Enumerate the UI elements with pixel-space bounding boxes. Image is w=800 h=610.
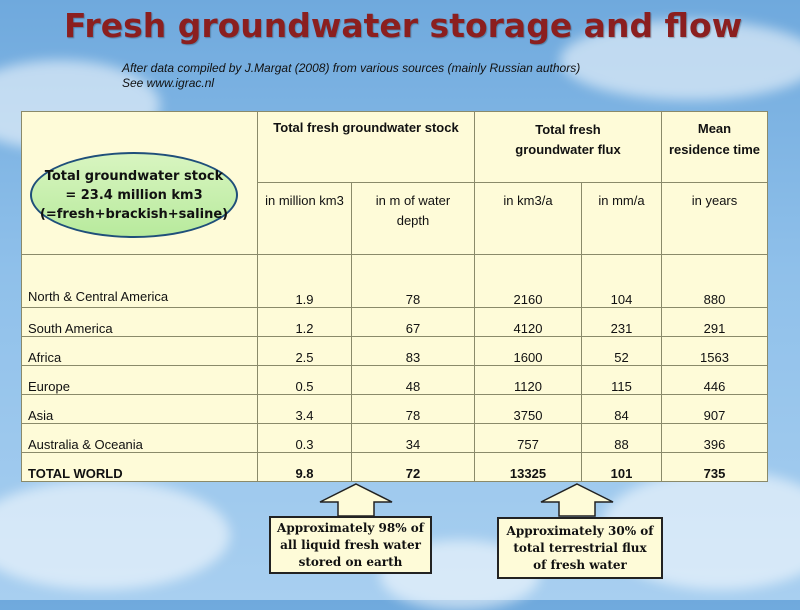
- subheader-flux-mm: in mm/a: [582, 183, 662, 255]
- header-stock: Total fresh groundwater stock: [258, 112, 475, 183]
- stock-km3-cell: 0.5: [258, 366, 352, 395]
- flux-mm-cell: 115: [582, 366, 662, 395]
- background-cloud: [0, 480, 230, 590]
- flux-km3-cell: 3750: [475, 395, 582, 424]
- page-title: Fresh groundwater storage and flow: [64, 6, 743, 45]
- flux-mm-cell: 52: [582, 337, 662, 366]
- table-row: [22, 366, 768, 395]
- residence-years-cell: 735: [662, 453, 768, 482]
- depth-m-cell: 83: [352, 337, 475, 366]
- depth-m-cell: 78: [352, 255, 475, 308]
- residence-years-cell: 907: [662, 395, 768, 424]
- subheader-stock-km3: in million km3: [258, 183, 352, 255]
- source-line: After data compiled by J.Margat (2008) from various sources (mainly Russian authors): [122, 61, 581, 75]
- table-row: [22, 255, 768, 308]
- up-arrow-icon: [318, 482, 394, 518]
- flux-km3-cell: 2160: [475, 255, 582, 308]
- residence-years-cell: 396: [662, 424, 768, 453]
- groundwater-table: [21, 111, 768, 482]
- region-cell: Africa: [22, 337, 258, 366]
- ellipse-line: Total groundwater stock: [44, 168, 224, 184]
- depth-m-cell: 67: [352, 308, 475, 337]
- callout-stored-water: Approximately 98% of all liquid fresh water stored on earth: [269, 516, 432, 574]
- depth-m-cell: 72: [352, 453, 475, 482]
- region-cell: South America: [22, 308, 258, 337]
- stock-km3-cell: 3.4: [258, 395, 352, 424]
- ellipse-line: = 23.4 million km3: [65, 187, 203, 203]
- region-cell: Asia: [22, 395, 258, 424]
- residence-years-cell: 291: [662, 308, 768, 337]
- flux-km3-cell: 4120: [475, 308, 582, 337]
- subheader-stock-depth: in m of water depth: [352, 183, 475, 255]
- source-note: [122, 61, 580, 91]
- up-arrow-icon: [539, 482, 615, 518]
- flux-mm-cell: 104: [582, 255, 662, 308]
- table-corner-cell: [22, 112, 258, 255]
- depth-m-cell: 34: [352, 424, 475, 453]
- flux-km3-cell: 13325: [475, 453, 582, 482]
- residence-years-cell: 880: [662, 255, 768, 308]
- flux-mm-cell: 88: [582, 424, 662, 453]
- table-row: [22, 337, 768, 366]
- table-row: [22, 424, 768, 453]
- table-row-total: [22, 453, 768, 482]
- flux-km3-cell: 1120: [475, 366, 582, 395]
- flux-mm-cell: 101: [582, 453, 662, 482]
- flux-km3-cell: 1600: [475, 337, 582, 366]
- stock-km3-cell: 9.8: [258, 453, 352, 482]
- region-cell: North & Central America: [22, 255, 258, 308]
- subheader-residence-years: in years: [662, 183, 768, 255]
- header-residence: Mean residence time: [662, 112, 768, 183]
- region-cell: TOTAL WORLD: [22, 453, 258, 482]
- header-flux: Total fresh groundwater flux: [475, 112, 662, 183]
- flux-mm-cell: 84: [582, 395, 662, 424]
- callout-terrestrial-flux: Approximately 30% of total terrestrial flux of fresh water: [497, 517, 663, 579]
- stock-km3-cell: 1.2: [258, 308, 352, 337]
- residence-years-cell: 446: [662, 366, 768, 395]
- region-cell: Europe: [22, 366, 258, 395]
- depth-m-cell: 78: [352, 395, 475, 424]
- source-line: See www.igrac.nl: [122, 76, 215, 90]
- stock-km3-cell: 1.9: [258, 255, 352, 308]
- stock-km3-cell: 2.5: [258, 337, 352, 366]
- table-row: [22, 308, 768, 337]
- table-row: [22, 395, 768, 424]
- region-cell: Australia & Oceania: [22, 424, 258, 453]
- total-stock-ellipse: [30, 152, 238, 238]
- flux-mm-cell: 231: [582, 308, 662, 337]
- flux-km3-cell: 757: [475, 424, 582, 453]
- residence-years-cell: 1563: [662, 337, 768, 366]
- depth-m-cell: 48: [352, 366, 475, 395]
- stock-km3-cell: 0.3: [258, 424, 352, 453]
- subheader-flux-km3: in km3/a: [475, 183, 582, 255]
- ellipse-line: (=fresh+brackish+saline): [39, 206, 229, 222]
